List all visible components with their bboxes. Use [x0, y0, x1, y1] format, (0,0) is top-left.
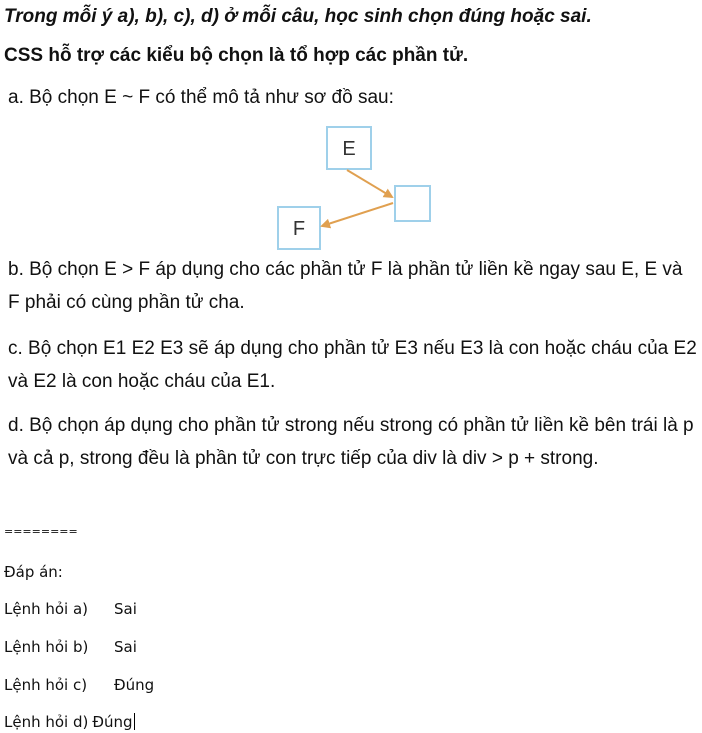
answers-label: Đáp án:: [4, 563, 63, 581]
answer-value: Sai: [114, 600, 137, 618]
answer-question: Lệnh hỏi b): [4, 638, 89, 656]
answer-row-b: [4, 638, 137, 656]
answer-question: Lệnh hỏi c): [4, 676, 88, 694]
sibling-box: [395, 186, 430, 221]
arrow-sibling-to-f: [322, 203, 393, 226]
selector-diagram: [270, 120, 440, 255]
node-e-label: E: [342, 138, 356, 160]
answer-value: Sai: [114, 638, 137, 656]
answer-row-c: [4, 676, 154, 694]
arrow-e-to-sibling: [347, 170, 392, 197]
answer-question: Lệnh hỏi d): [4, 713, 89, 731]
answer-question: Lệnh hỏi a): [4, 600, 89, 618]
instruction-text: Trong mỗi ý a), b), c), d) ở mỗi câu, học sinh chọn đúng hoặc sai.: [4, 6, 592, 27]
answer-row-a: [4, 600, 137, 618]
statement-b: b. Bộ chọn E > F áp dụng cho các phần tử F là phần tử liền kề ngay sau E, E và F phải có cùng phần tử cha.: [8, 259, 683, 313]
text-cursor: [134, 713, 135, 730]
separator: ========: [4, 525, 78, 538]
node-f-label: F: [292, 218, 306, 240]
answer-value: Đúng: [114, 676, 155, 694]
statement-c: c. Bộ chọn E1 E2 E3 sẽ áp dụng cho phần tử E3 nếu E3 là con hoặc cháu của E2 và E2 là con hoặc cháu của E1.: [8, 338, 697, 392]
question-title: CSS hỗ trợ các kiểu bộ chọn là tổ hợp các phần tử.: [4, 45, 469, 66]
answer-value[interactable]: Đúng: [92, 713, 133, 731]
statement-d: d. Bộ chọn áp dụng cho phần tử strong nếu strong có phần tử liền kề bên trái là p và cả p, strong đều là phần tử con trực tiếp của div là div > p + strong.: [8, 415, 694, 469]
answer-row-d[interactable]: [4, 713, 135, 731]
statement-a: a. Bộ chọn E ~ F có thể mô tả như sơ đồ sau:: [8, 87, 394, 108]
